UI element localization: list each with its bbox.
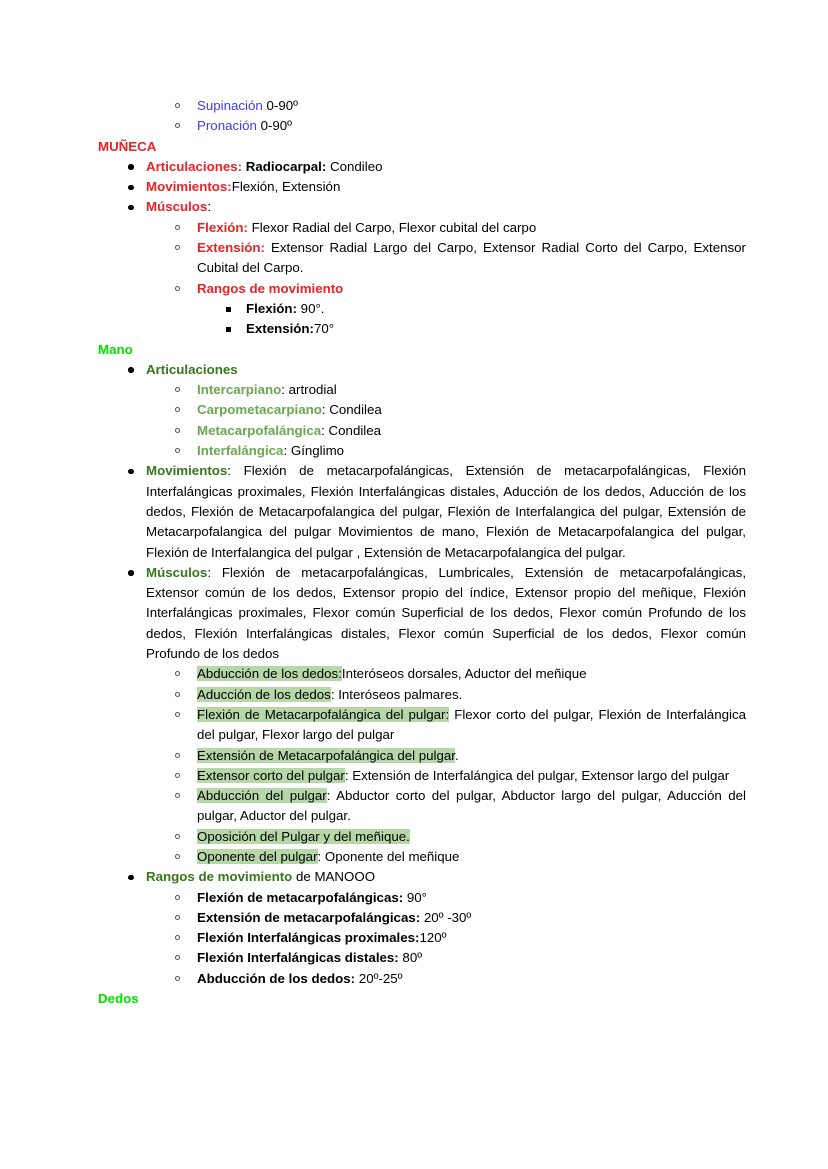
list-item (98, 928, 746, 948)
item-value: : Extensión de Interfalángica del pulgar, Extensor largo del pulgar (344, 767, 730, 783)
section-heading-muneca: MUÑECA (98, 138, 157, 154)
list-item (98, 400, 746, 420)
mano-rangos-list (98, 888, 746, 989)
mano-musculos-detail-list (98, 664, 746, 867)
list-item (98, 380, 746, 400)
item-highlight: Extensor corto del pulgar (197, 767, 345, 783)
item-value: : Interóseos palmares. (330, 686, 463, 702)
item-value: 20º -30º (420, 909, 472, 925)
item-value: Flexor Radial del Carpo, Flexor cubital del carpo (247, 219, 537, 235)
articulaciones-label: Articulaciones: (146, 158, 243, 174)
mano-articulaciones-list (98, 380, 746, 461)
list-item (98, 746, 746, 766)
item-value: 90°. (296, 300, 325, 316)
mano-rangos-wrapper (98, 867, 746, 887)
item-value: 120º (419, 930, 447, 946)
list-item-musculos (98, 197, 746, 217)
list-item (98, 786, 746, 827)
item-label: Flexión de metacarpofalángicas: (197, 889, 404, 905)
item-label: Extensión de metacarpofalángicas: (197, 909, 421, 925)
list-item (98, 218, 746, 238)
item-highlight: Flexión de Metacarpofalángica del pulgar: (197, 706, 450, 722)
movimientos-label: Movimientos (146, 463, 228, 479)
musculos-value: Flexión de metacarpofalángicas, Lumbricales, Extensión de metacarpofalángicas, Extensor común de los dedos, Extensor propio del índice, Extensor propio del meñique, Flexión Interfalángicas proximales, Flexor común Superficial de los dedos, Flexor común Profundo de los dedos, Flexión Interfalángicas distales, Flexor común Superficial de los dedos, Flexor común Profundo de los dedos (146, 564, 747, 662)
mano-list (98, 360, 746, 380)
list-item-rangos (98, 279, 746, 299)
item-value: Flexor corto del pulgar, Flexión de Interfalángica del pulgar, Flexor largo del pulgar (197, 706, 746, 743)
musculos-label: Músculos (146, 199, 208, 215)
item-highlight: Oponente del pulgar (197, 848, 318, 864)
list-item-movimientos (98, 177, 746, 197)
musculos-separator: : (207, 564, 222, 580)
section-heading-dedos: Dedos (98, 991, 139, 1007)
item-label: Flexión Interfalángicas proximales: (197, 930, 420, 946)
list-item (98, 847, 746, 867)
list-item (98, 664, 746, 684)
list-item (98, 948, 746, 968)
item-value: Extensor Radial Largo del Carpo, Extensor Radial Corto del Carpo, Extensor Cubital del Carpo. (197, 240, 746, 276)
item-label: Flexión: (197, 219, 248, 235)
list-item (98, 705, 746, 746)
item-label: Extensión: (246, 321, 314, 337)
item-value: 80º (398, 950, 423, 966)
item-value: : Abductor corto del pulgar, Abductor largo del pulgar, Aducción del pulgar, Aductor del pulgar. (197, 788, 746, 824)
item-separator: : (281, 382, 289, 398)
rangos-suffix: de MANOOO (292, 869, 376, 885)
list-item-movimientos (98, 461, 746, 562)
rangos-label: Rangos de movimiento (146, 869, 293, 885)
item-highlight: Aducción de los dedos (197, 686, 331, 702)
item-label: Flexión: (246, 300, 297, 316)
list-item (98, 441, 746, 461)
list-item-rangos (98, 867, 746, 887)
item-label: Extensión: (197, 240, 265, 256)
list-item (98, 766, 746, 786)
item-value: Condilea (328, 422, 382, 438)
muneca-list (98, 157, 746, 218)
muneca-musculos-list (98, 218, 746, 299)
item-value: : Oponente del meñique (317, 848, 460, 864)
musculos-label: Músculos (146, 564, 208, 580)
list-item (98, 969, 746, 989)
list-item (98, 685, 746, 705)
articulaciones-value: Condileo (326, 158, 383, 174)
item-value: Interóseos dorsales, Aductor del meñique (341, 666, 587, 682)
list-item (98, 96, 746, 116)
articulaciones-label: Articulaciones (146, 361, 238, 377)
item-highlight: Oposición del Pulgar y del meñique. (197, 828, 410, 844)
antebrazo-tail-list (98, 96, 746, 137)
item-separator: : (283, 443, 291, 459)
list-item (98, 888, 746, 908)
item-highlight: Abducción del pulgar (197, 788, 327, 804)
item-label: Supinación (197, 98, 263, 113)
item-highlight: Abducción de los dedos: (197, 666, 342, 682)
item-label: Intercarpiano (197, 382, 282, 398)
movimientos-value: Flexión, Extensión (231, 179, 341, 195)
muneca-rangos-list (98, 299, 746, 340)
list-item (98, 319, 746, 339)
item-value: 90° (403, 889, 427, 905)
articulaciones-subtype: Radiocarpal: (242, 158, 327, 174)
item-value: 20º-25º (355, 970, 403, 986)
item-highlight: Extensión de Metacarpofalángica del pulgar (197, 747, 455, 763)
mano-movimientos-list (98, 461, 746, 664)
item-value: Gínglimo (290, 443, 345, 459)
item-value: artrodial (288, 382, 337, 398)
movimientos-value: Flexión de metacarpofalángicas, Extensión de metacarpofalángicas, Flexión Interfalángicas proximales, Flexión Interfalángicas distales, Aducción de los dedos, Aducción de los dedos, Flexión de Metacarpofalangica del pulgar, Flexión de Interfalangica del pulgar, Extensión de Metacarpofalangica del pulgar Movimientos de mano, Flexión de Metacarpofalangica del pulgar, Flexión de Interfalangica del pulgar , Extensión de Metacarpofalangica del pulgar. (146, 463, 746, 560)
section-heading-mano: Mano (98, 341, 133, 357)
item-label: Abducción de los dedos: (197, 970, 356, 986)
item-label: Interfalángica (197, 443, 284, 459)
item-separator: : (321, 402, 330, 418)
item-label: Metacarpofalángica (197, 422, 322, 438)
list-item-articulaciones (98, 360, 746, 380)
list-item (98, 299, 746, 319)
item-separator: : (321, 422, 329, 438)
list-item (98, 238, 746, 279)
item-value: 70° (313, 321, 335, 337)
item-label: Pronación (197, 118, 257, 134)
item-value: . (454, 747, 459, 763)
item-value: 0-90º (262, 98, 298, 113)
item-label: Flexión Interfalángicas distales: (197, 950, 399, 966)
musculos-colon: : (207, 199, 212, 215)
movimientos-separator: : (227, 463, 244, 479)
item-value: 0-90º (256, 118, 293, 134)
list-item-musculos (98, 563, 746, 664)
list-item (98, 116, 746, 136)
list-item (98, 421, 746, 441)
item-value: Condilea (329, 402, 382, 418)
rangos-label: Rangos de movimiento (197, 280, 344, 296)
list-item (98, 908, 746, 928)
movimientos-label: Movimientos: (146, 179, 232, 195)
list-item (98, 827, 746, 847)
item-label: Carpometacarpiano (197, 402, 322, 418)
list-item-articulaciones (98, 157, 746, 177)
